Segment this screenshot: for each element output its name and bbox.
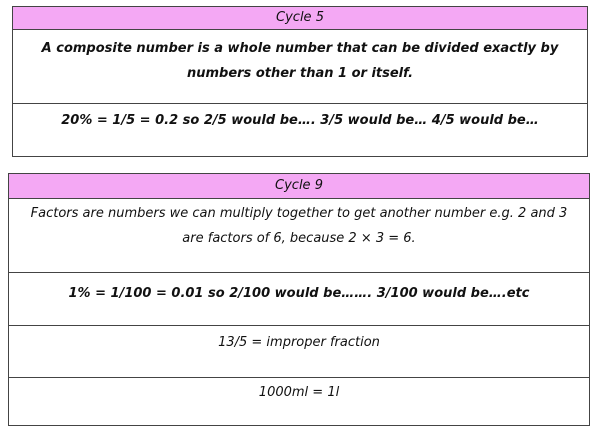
cycle-9-table xyxy=(8,173,590,426)
factors-definition: Factors are numbers we can multiply together to get another number e.g. 2 and 3 are factors of 6, because 2 × 3 = 6. xyxy=(9,199,589,273)
percent-fraction-fact: 20% = 1/5 = 0.2 so 2/5 would be…. 3/5 would be… 4/5 would be… xyxy=(61,113,539,128)
cycle-5-header: Cycle 5 xyxy=(13,7,587,30)
cycle-9-header: Cycle 9 xyxy=(9,174,589,199)
millilitre-litre-fact: 1000ml = 1l xyxy=(258,385,340,400)
improper-fraction-fact: 13/5 = improper fraction xyxy=(9,326,589,378)
percent-hundredths-fact: 1% = 1/100 = 0.01 so 2/100 would be……. 3/100 would be….etc xyxy=(9,273,589,326)
cycle-5-table xyxy=(12,6,588,157)
composite-number-definition: A composite number is a whole number that can be divided exactly by numbers other than 1 or itself. xyxy=(13,30,587,104)
